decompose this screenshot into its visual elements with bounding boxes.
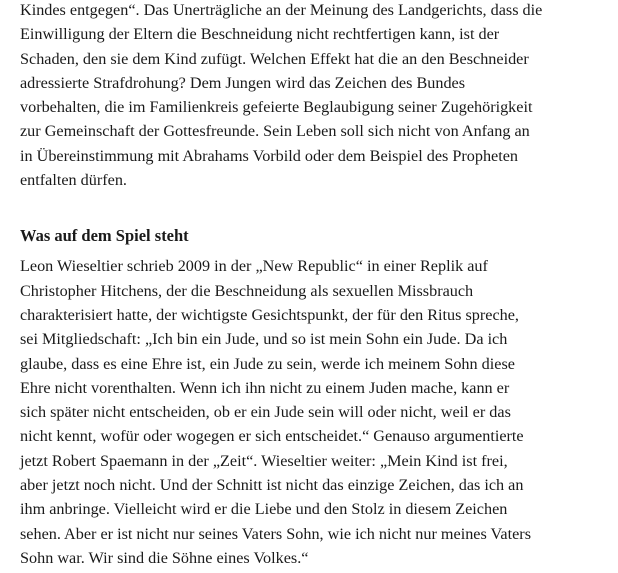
paragraph-line: nicht kennt, wofür oder wogegen er sich entscheidet.“ Genauso argumentierte [20,427,524,446]
paragraph-line: charakterisiert hatte, der wichtigste Gesichtspunkt, der für den Ritus spreche, [20,305,519,324]
paragraph-line: sei Mitgliedschaft: „Ich bin ein Jude, und so ist mein Sohn ein Jude. Da ich [20,330,508,349]
article-body [20,0,616,570]
paragraph-line: sich später nicht entscheiden, ob er ein Jude sein will oder nicht, weil er das [20,403,511,422]
paragraph-line: aber jetzt noch nicht. Und der Schnitt ist nicht das einzige Zeichen, das ich an [20,476,524,495]
article-paragraph-2 [20,254,616,570]
paragraph-line: Leon Wieseltier schrieb 2009 in der „New Republic“ in einer Replik auf [20,257,488,276]
paragraph-line: Christopher Hitchens, der die Beschneidung als sexuellen Missbrauch [20,281,474,300]
paragraph-line: Kindes entgegen“. Das Unerträgliche an der Meinung des Landgerichts, dass die [20,1,543,19]
paragraph-line: entfalten dürfen. [20,171,127,190]
paragraph-line: glaube, dass es eine Ehre ist, ein Jude zu sein, werde ich meinem Sohn diese [20,354,515,373]
paragraph-line: adressierte Strafdrohung? Dem Jungen wird das Zeichen des Bundes [20,73,466,92]
paragraph-line: Sohn war. Wir sind die Söhne eines Volkes.“ [20,548,309,567]
paragraph-line: Einwilligung der Eltern die Beschneidung nicht rechtfertigen kann, ist der [20,25,500,44]
paragraph-line: in Übereinstimmung mit Abrahams Vorbild oder dem Beispiel des Propheten [20,146,519,165]
paragraph-line: ihm anbringe. Vielleicht wird er die Liebe und den Stolz in diesem Zeichen [20,500,508,519]
article-paragraph-1 [20,0,616,192]
paragraph-line: vorbehalten, die im Familienkreis gefeierte Beglaubigung seiner Zugehörigkeit [20,98,533,117]
section-heading: Was auf dem Spiel steht [20,226,189,246]
paragraph-line: Ehre nicht vorenthalten. Wenn ich ihn nicht zu einem Juden mache, kann er [20,378,510,397]
paragraph-line: Schaden, den sie dem Kind zufügt. Welchen Effekt hat die an den Beschneider [20,49,529,68]
paragraph-line: zur Gemeinschaft der Gottesfreunde. Sein Leben soll sich nicht von Anfang an [20,122,530,141]
paragraph-line: sehen. Aber er ist nicht nur seines Vaters Sohn, wie ich nicht nur meines Vaters [20,524,531,543]
paragraph-line: jetzt Robert Spaemann in der „Zeit“. Wieseltier weiter: „Mein Kind ist frei, [20,451,508,470]
